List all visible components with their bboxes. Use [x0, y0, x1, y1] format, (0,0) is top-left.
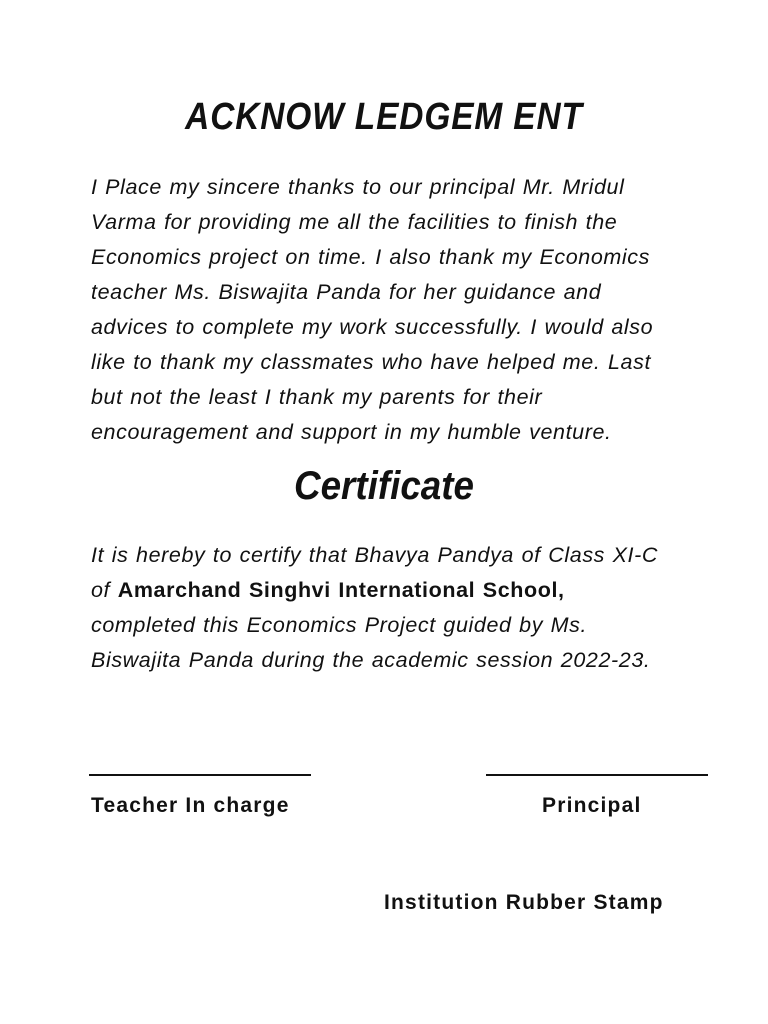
acknowledgement-line: but not the least I thank my parents for their: [91, 385, 543, 409]
acknowledgement-line: advices to complete my work successfully. I would also: [91, 315, 654, 339]
acknowledgement-line: I Place my sincere thanks to our principal Mr. Mridul: [91, 175, 625, 199]
acknowledgement-title: ACKNOW LEDGEM ENT: [185, 96, 583, 138]
acknowledgement-line: teacher Ms. Biswajita Panda for her guidance and: [91, 280, 602, 304]
certificate-line: It is hereby to certify that Bhavya Pandya of Class XI-C: [91, 543, 659, 567]
certificate-paragraph: [91, 538, 691, 678]
certificate-title: Certificate: [294, 464, 474, 508]
institution-stamp-label: Institution Rubber Stamp: [384, 891, 664, 914]
school-name: Amarchand Singhvi International School,: [117, 578, 565, 602]
teacher-in-charge-label: Teacher In charge: [91, 794, 290, 817]
certificate-line: completed this Economics Project guided by Ms.: [91, 613, 588, 637]
acknowledgement-paragraph: [91, 170, 691, 450]
principal-label: Principal: [542, 794, 642, 817]
teacher-signature-line: [89, 774, 311, 776]
certificate-line: Biswajita Panda during the academic session 2022-23.: [91, 648, 651, 672]
acknowledgement-line: encouragement and support in my humble venture.: [91, 420, 612, 444]
certificate-line-prefix: of: [91, 578, 118, 602]
acknowledgement-line: Varma for providing me all the facilities to finish the: [91, 210, 618, 234]
acknowledgement-line: like to thank my classmates who have helped me. Last: [91, 350, 652, 374]
certificate-line-school: [91, 573, 691, 608]
acknowledgement-line: Economics project on time. I also thank my Economics: [91, 245, 650, 269]
principal-signature-line: [486, 774, 708, 776]
